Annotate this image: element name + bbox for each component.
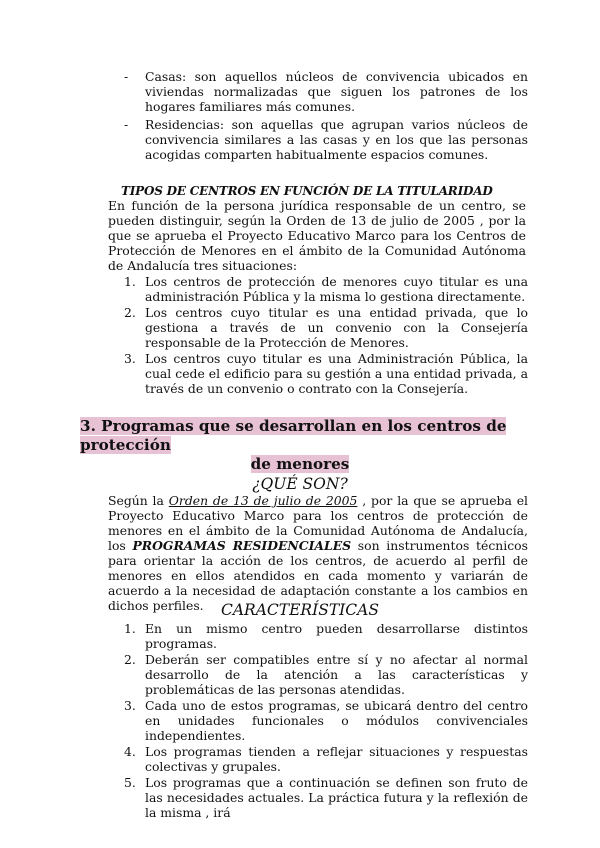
section-heading-line2: de menores [250,455,350,473]
list-item-text: Deberán ser compatibles entre sí y no afectar al normal desarrollo de la atención a las características y problemáticas de las personas atendidas. [145,652,528,697]
paragraph-mid: , por la que se aprueba el Proyecto Educativo Marco para los centros de protección de menores en el ámbito de la Comunidad Autónoma de Andalucía, los [108,493,529,553]
list-item [124,69,528,114]
list-item-text: Los centros de protección de menores cuyo titular es una administración Pública y la misma lo gestiona directamente. [145,274,528,304]
list-item [124,652,528,697]
list-item [124,698,528,743]
titularidad-title: TIPOS DE CENTROS EN FUNCIÓN DE LA TITULARIDAD [121,184,493,198]
paragraph-start: Según la [108,493,169,508]
list-marker: 3. [124,351,136,366]
titularidad-paragraph: En función de la persona jurídica responsable de un centro, se pueden distinguir, según la Orden de 13 de julio de 2005 , por la que se aprueba el Proyecto Educativo Marco para los Centros de Protección de Menores en el ámbito de la Comunidad Autónoma de Andalucía tres situaciones: [108,198,526,273]
list-item [124,621,528,651]
que-son-paragraph [108,493,528,613]
orden-link[interactable]: Orden de 13 de julio de 2005 [168,493,358,508]
list-item-text: Los centros cuyo titular es una Administración Pública, la cual cede el edificio para su gestión a una entidad privada, a través de un convenio o contrato con la Consejería. [145,351,528,396]
list-item [124,775,528,820]
programas-residenciales: PROGRAMAS RESIDENCIALES [132,538,352,553]
residence-types-list [124,69,528,165]
list-item [124,351,528,396]
list-marker: 1. [124,274,136,289]
section-heading-line1: 3. Programas que se desarrollan en los centros de protección [80,417,507,454]
list-item-text: Los programas que a continuación se definen son fruto de las necesidades actuales. La práctica futura y la reflexión de la misma , irá [145,775,528,820]
paragraph-end: son instrumentos técnicos para orientar la acción de los centros, de acuerdo al perfil de menores en ellos atendidos en cada momento y variarán de acuerdo a la necesidad de adaptación constante a los cambios en dichos perfiles. [108,538,528,613]
que-son-title: ¿QUÉ SON? [252,475,348,493]
list-marker: 4. [124,744,136,759]
list-item [124,117,528,162]
section-heading [80,417,520,474]
list-item [124,744,528,774]
titularidad-list [124,274,528,397]
list-marker: 2. [124,305,136,320]
list-item [124,274,528,304]
list-item-text: Los programas tienden a reflejar situaciones y respuestas colectivas y grupales. [145,744,528,774]
list-item-text: Residencias: son aquellas que agrupan varios núcleos de convivencia similares a las casas y en los que las personas acogidas comparten habitualmente espacios comunes. [145,117,528,162]
list-item [124,305,528,350]
list-marker: 3. [124,698,136,713]
list-marker: 5. [124,775,136,790]
list-item-text: En un mismo centro pueden desarrollarse distintos programas. [145,621,528,651]
list-marker: 2. [124,652,136,667]
caracteristicas-list [124,621,528,821]
list-item-text: Casas: son aquellos núcleos de convivencia ubicados en viviendas normalizadas que siguen los patrones de los hogares familiares más comunes. [145,69,528,114]
list-item-text: Los centros cuyo titular es una entidad privada, que lo gestiona a través de un convenio con la Consejería responsable de la Protección de Menores. [145,305,528,350]
list-item-text: Cada uno de estos programas, se ubicará dentro del centro en unidades funcionales o módulos convivenciales independientes. [145,698,528,743]
list-marker: - [124,69,129,84]
list-marker: 1. [124,621,136,636]
list-marker: - [124,117,129,132]
caracteristicas-title: CARACTERÍSTICAS [221,601,379,619]
